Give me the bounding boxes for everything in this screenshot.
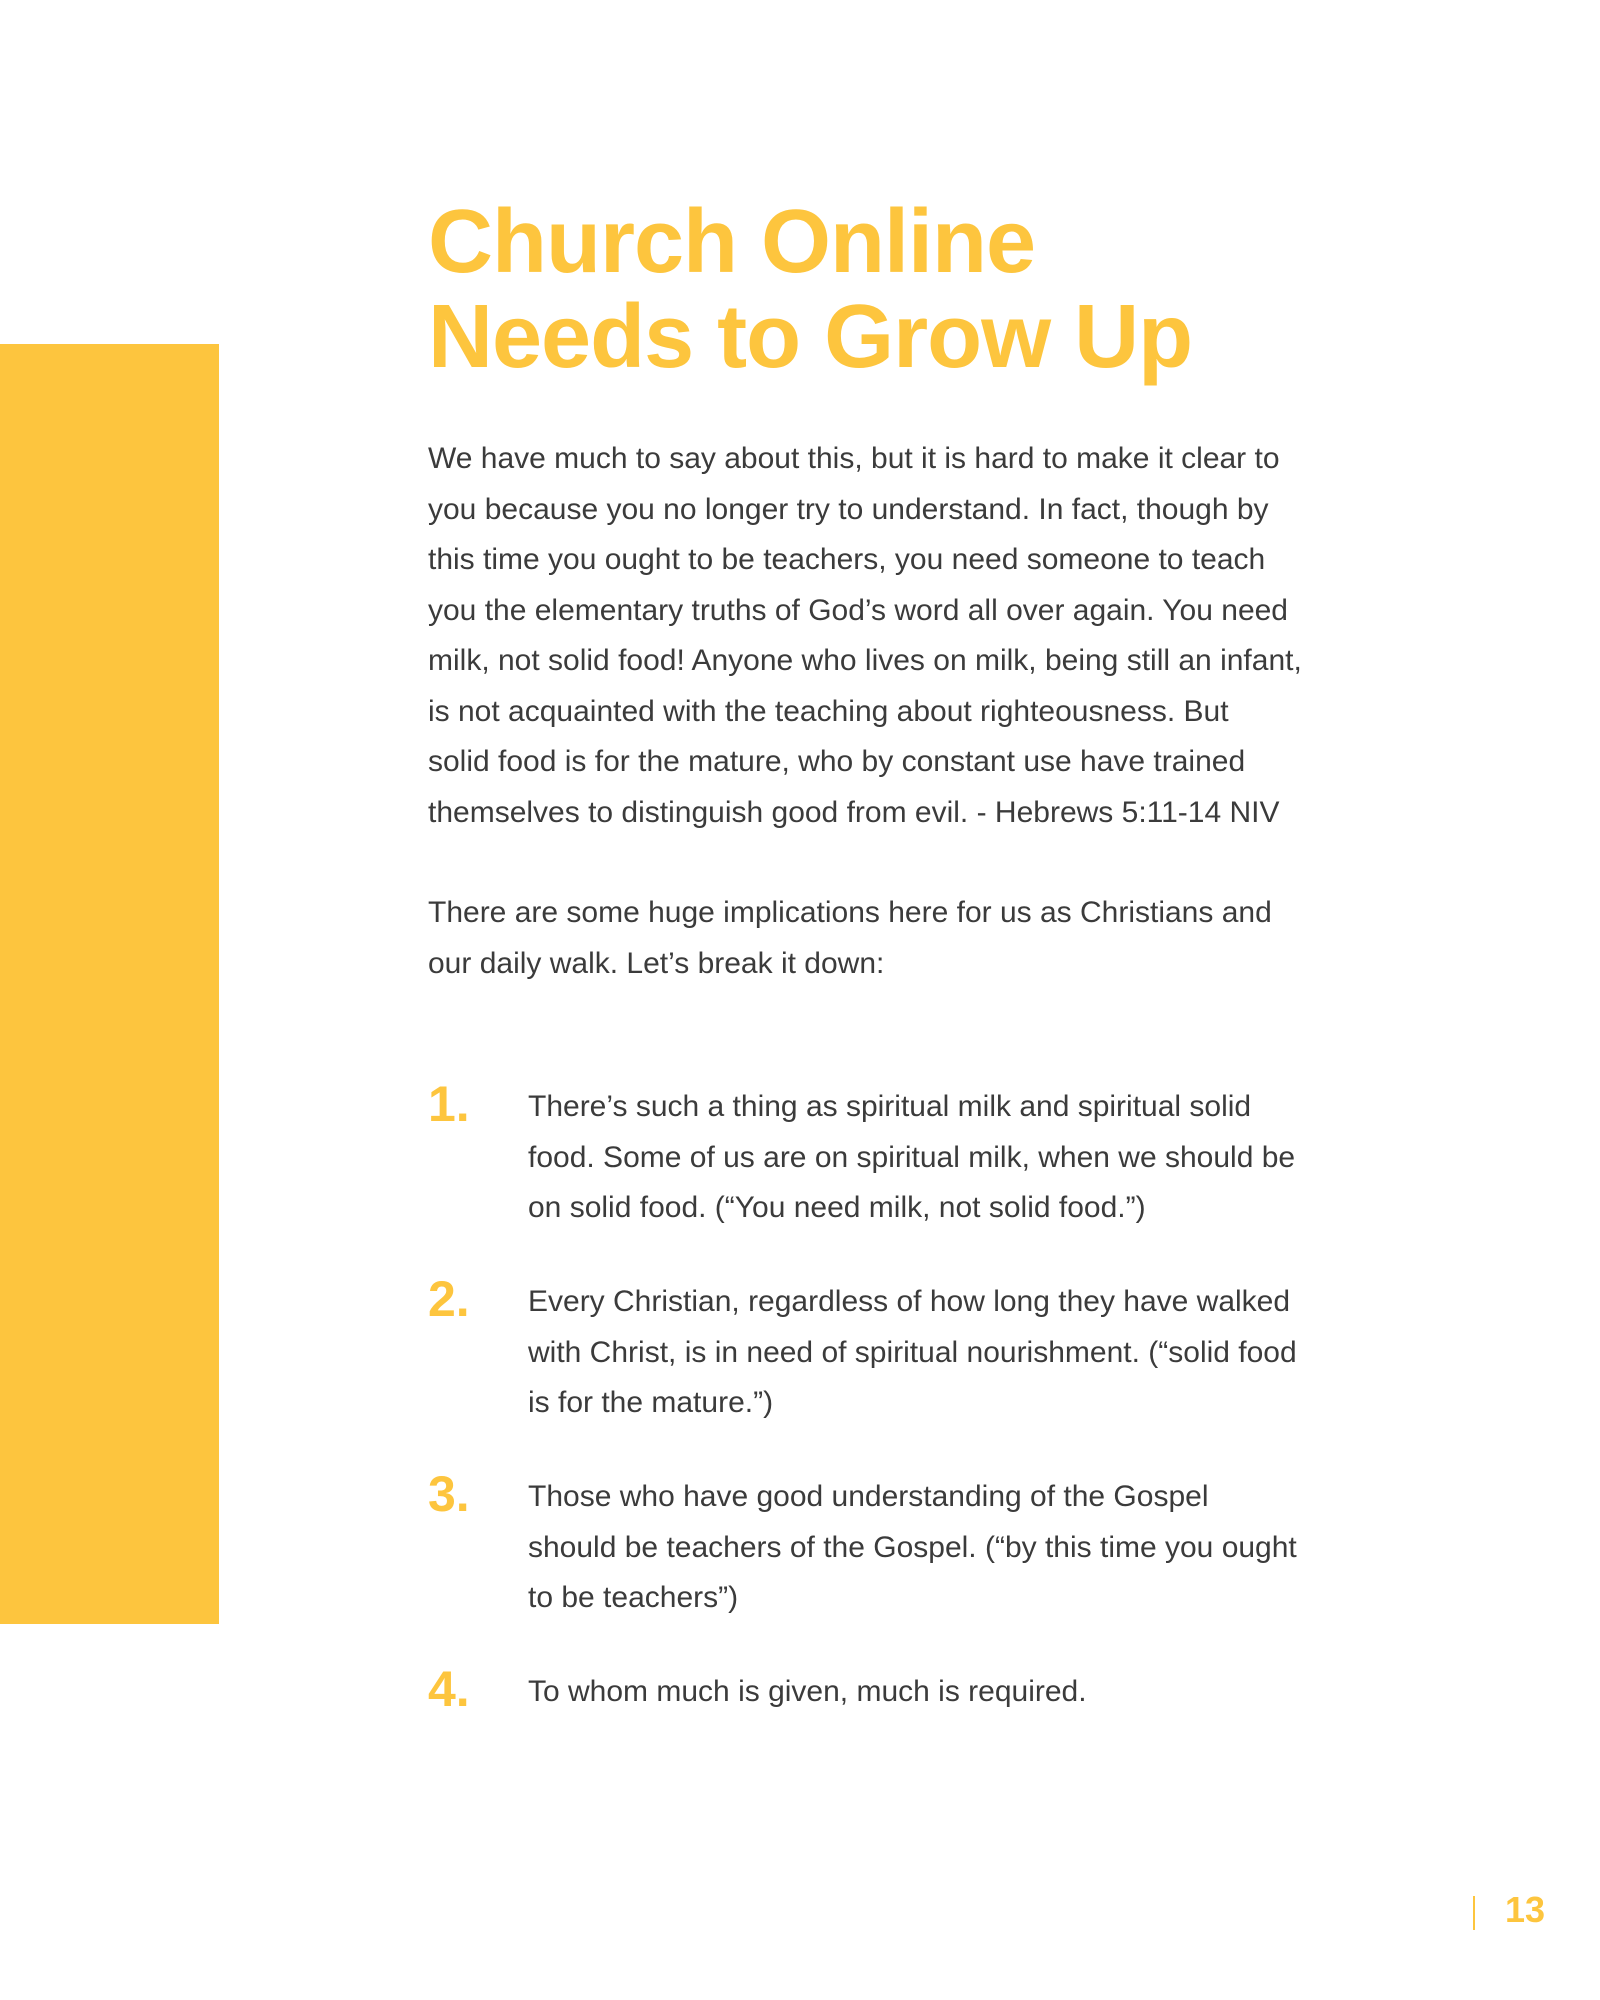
intro-line: our daily walk. Let’s break it down: <box>428 946 885 980</box>
page-number: 13 <box>1505 1889 1546 1930</box>
list-item-line: should be teachers of the Gospel. (“by this time you ought <box>528 1530 1297 1564</box>
scripture-line: you because you no longer try to understand. In fact, though by <box>428 492 1269 526</box>
scripture-line: solid food is for the mature, who by constant use have trained <box>428 745 1246 778</box>
intro-paragraph <box>428 888 1428 989</box>
page-title-line: Church Online <box>428 192 1036 292</box>
list-item-text <box>528 1082 1295 1234</box>
list-item-number: 2. <box>428 1271 470 1327</box>
intro-line: There are some huge implications here for us as Christians and <box>428 896 1272 929</box>
scripture-line: this time you ought to be teachers, you need someone to teach <box>428 543 1266 576</box>
scripture-line: We have much to say about this, but it is hard to make it clear to <box>428 442 1280 475</box>
list-item-line: to be teachers”) <box>528 1581 739 1614</box>
decorative-side-bar <box>0 344 219 1624</box>
scripture-line: you the elementary truths of God’s word all over again. You need <box>428 593 1288 627</box>
list-item-line: To whom much is given, much is required. <box>528 1675 1087 1708</box>
list-item-line: is for the mature.”) <box>528 1386 774 1419</box>
scripture-paragraph <box>428 434 1428 838</box>
list-item-line: with Christ, is in need of spiritual nourishment. (“solid food <box>528 1335 1297 1369</box>
list-item-line: There’s such a thing as spiritual milk and spiritual solid <box>528 1090 1252 1123</box>
list-item-line: Every Christian, regardless of how long they have walked <box>528 1285 1291 1318</box>
list-item-line: Those who have good understanding of the Gospel <box>528 1480 1209 1513</box>
page-title-line: Needs to Grow Up <box>428 287 1193 387</box>
list-item-text <box>528 1667 1087 1718</box>
list-item-number: 4. <box>428 1661 470 1717</box>
page-number-divider <box>1473 1896 1475 1930</box>
list-item-number: 1. <box>428 1076 470 1132</box>
list-item-line: on solid food. (“You need milk, not solid food.”) <box>528 1191 1146 1224</box>
list-item-line: food. Some of us are on spiritual milk, when we should be <box>528 1140 1296 1174</box>
scripture-line: themselves to distinguish good from evil. - Hebrews 5:11-14 NIV <box>428 795 1280 829</box>
list-item-number: 3. <box>428 1466 470 1522</box>
list-item-text <box>528 1472 1297 1624</box>
list-item-text <box>528 1277 1297 1429</box>
page-title <box>428 192 1428 387</box>
scripture-line: is not acquainted with the teaching about righteousness. But <box>428 694 1229 728</box>
scripture-line: milk, not solid food! Anyone who lives on milk, being still an infant, <box>428 644 1302 677</box>
